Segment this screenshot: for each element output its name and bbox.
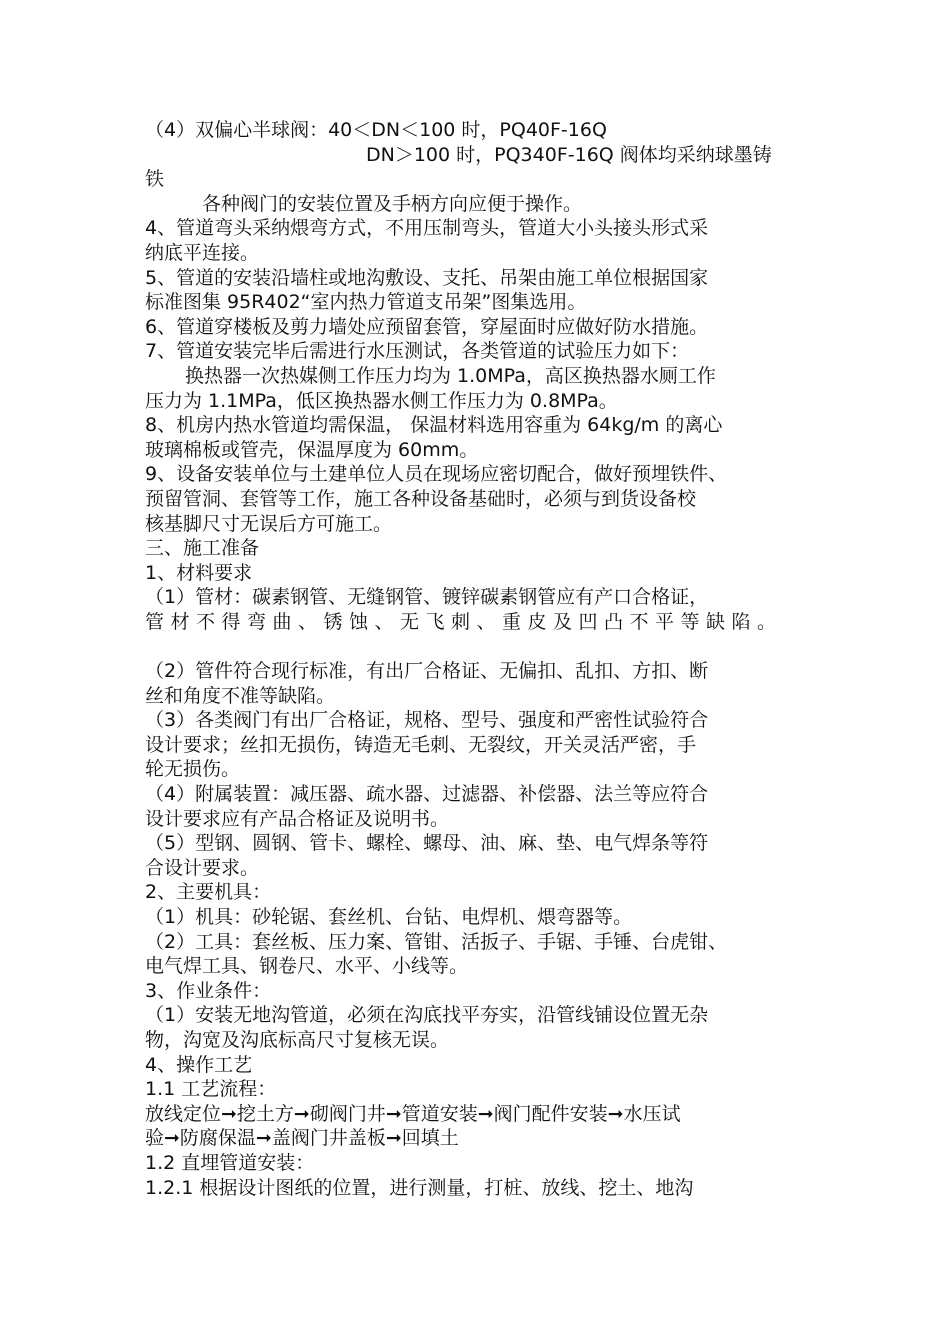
process-flow-line: 放线定位➞挖土方➞砌阀门井➞管道安装➞阀门配件安装➞水压试 xyxy=(145,1102,681,1125)
text-line: DN＞100 时，PQ340F-16Q 阀体均采纳球墨铸 xyxy=(366,143,772,166)
text-line: （4）双偏心半球阀：40＜DN＜100 时，PQ40F-16Q xyxy=(145,119,607,141)
text-line: 7、管道安装完毕后需进行水压测试，各类管道的试验压力如下： xyxy=(145,340,690,363)
subsection-heading: 1.2 直埋管道安装： xyxy=(145,1151,315,1174)
text-line: 设计要求；丝扣无损伤，铸造无毛刺、无裂纹，开关灵活严密，手 xyxy=(145,733,697,756)
subsection-heading: 2、主要机具： xyxy=(145,881,272,904)
text-line: 合设计要求。 xyxy=(145,856,260,879)
section-heading: 三、施工准备 xyxy=(145,537,260,560)
text-line: 铁 xyxy=(145,168,165,191)
text-line: 设计要求应有产品合格证及说明书。 xyxy=(145,807,450,830)
text-line: （1）机具：砂轮锯、套丝机、台钻、电焊机、煨弯器等。 xyxy=(145,906,633,928)
text-line: 1.2.1 根据设计图纸的位置，进行测量，打桩、放线、挖土、地沟 xyxy=(145,1176,694,1199)
text-line: （5）型钢、圆钢、管卡、螺栓、螺母、油、麻、垫、电气焊条等符 xyxy=(145,832,709,855)
text-line: 预留管洞、套管等工作，施工各种设备基础时，必须与到货设备校 xyxy=(145,487,697,510)
subsection-heading: 1.1 工艺流程： xyxy=(145,1078,277,1101)
text-line: 核基脚尺寸无误后方可施工。 xyxy=(145,512,393,535)
text-line: 轮无损伤。 xyxy=(145,758,241,781)
text-line: （1）安装无地沟管道，必须在沟底找平夯实，沿管线铺设位置无杂 xyxy=(145,1004,709,1027)
text-line: 压力为 1.1MPa，低区换热器水侧工作压力为 0.8MPa。 xyxy=(145,389,618,412)
text-line: 纳底平连接。 xyxy=(145,241,260,264)
text-line: 电气焊工具、钢卷尺、水平、小线等。 xyxy=(145,955,469,978)
text-line: 9、设备安装单位与土建单位人员在现场应密切配合，做好预埋铁件、 xyxy=(145,463,728,486)
text-line: 管材不得弯曲、锈蚀、无飞刺、重皮及凹凸不平等缺陷。 xyxy=(145,610,783,633)
text-line: 丝和角度不准等缺陷。 xyxy=(145,684,336,707)
text-line: 玻璃棉板或管壳，保温厚度为 60mm。 xyxy=(145,438,479,461)
subsection-heading: 1、材料要求 xyxy=(145,561,253,584)
document-page xyxy=(145,118,835,1200)
subsection-heading: 3、作业条件： xyxy=(145,979,272,1002)
text-line: 换热器一次热媒侧工作压力均为 1.0MPa，高区换热器水厕工作 xyxy=(185,364,716,387)
text-line: 8、机房内热水管道均需保温， 保温材料选用容重为 64kg/m 的离心 xyxy=(145,414,723,437)
text-line: （2）管件符合现行标准，有出厂合格证、无偏扣、乱扣、方扣、断 xyxy=(145,660,709,683)
text-line: 物，沟宽及沟底标高尺寸复核无误。 xyxy=(145,1028,450,1051)
process-flow-line: 验➞防腐保温➞盖阀门井盖板➞回填土 xyxy=(145,1127,459,1150)
text-line: （4）附属装置：减压器、疏水器、过滤器、补偿器、法兰等应符合 xyxy=(145,783,709,806)
text-line: 4、管道弯头采纳煨弯方式，不用压制弯头，管道大小头接头形式采 xyxy=(145,217,709,240)
text-line: （3）各类阀门有出厂合格证，规格、型号、强度和严密性试验符合 xyxy=(145,709,709,732)
text-line: 标准图集 95R402“室内热力管道支吊架”图集选用。 xyxy=(145,291,587,314)
text-line: 各种阀门的安装位置及手柄方向应便于操作。 xyxy=(202,192,583,215)
subsection-heading: 4、操作工艺 xyxy=(145,1053,253,1076)
text-line: 6、管道穿楼板及剪力墙处应预留套管，穿屋面时应做好防水措施。 xyxy=(145,315,709,338)
text-line: （2）工具：套丝板、压力案、管钳、活扳子、手锯、手锤、台虎钳、 xyxy=(145,930,728,953)
blank-line xyxy=(145,634,835,659)
text-line: 5、管道的安装沿墙柱或地沟敷设、支托、吊架由施工单位根据国家 xyxy=(145,266,709,289)
text-line: （1）管材：碳素钢管、无缝钢管、镀锌碳素钢管应有产口合格证， xyxy=(145,586,709,609)
